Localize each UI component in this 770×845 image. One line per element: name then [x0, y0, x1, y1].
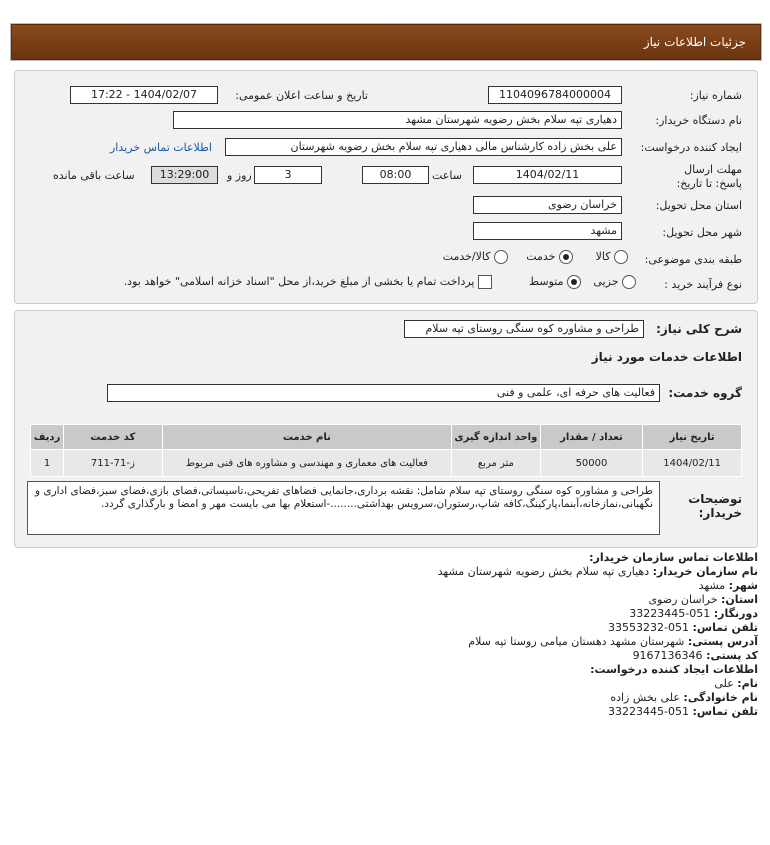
category-goods-service-radio[interactable]: کالا/خدمت [443, 250, 508, 264]
creator-label: ایجاد کننده درخواست: [640, 141, 742, 154]
summary-field: طراحی و مشاوره کوه سنگی روستای تپه سلام [404, 320, 644, 338]
contact-org: نام سازمان خریدار: دهیاری تپه سلام بخش رضویه شهرستان مشهد [437, 565, 758, 578]
col-need-date: تاریخ نیاز [643, 425, 742, 450]
col-unit: واحد اندازه گیری [452, 425, 541, 450]
remaining-time-field: 13:29:00 [151, 166, 218, 184]
province-field: خراسان رضوی [473, 196, 622, 214]
remaining-label: ساعت باقی مانده [53, 169, 135, 182]
treasury-checkbox[interactable] [124, 275, 492, 289]
deadline-days-field: 3 [254, 166, 322, 184]
table-row [31, 450, 742, 477]
services-table [30, 424, 742, 477]
service-group-field: فعالیت های حرفه ای، علمی و فنی [107, 384, 660, 402]
treasury-note: پرداخت تمام یا بخشی از مبلغ خرید،از محل "اسناد خزانه اسلامی" خواهد بود. [123, 275, 475, 288]
city-label: شهر محل تحویل: [662, 226, 742, 239]
creator-phone: تلفن تماس: 051-33223445 [608, 705, 758, 718]
process-minor-radio[interactable]: جزیی [593, 275, 636, 289]
buyer-org-label: نام دستگاه خریدار: [655, 114, 742, 127]
contact-phone: تلفن تماس: 051-33553232 [608, 621, 758, 634]
page-title: جزئيات اطلاعات نياز [643, 35, 746, 49]
city-field: مشهد [473, 222, 622, 240]
cell-service-code: ز-71-711 [64, 450, 163, 477]
creator-field: علی بخش زاده کارشناس مالی دهیاری تپه سلام بخش رضویه شهرستان [225, 138, 622, 156]
contact-postal-code: کد پستی: 9167136346 [632, 649, 758, 662]
announce-field: 1404/02/07 - 17:22 [70, 86, 218, 104]
contact-title: اطلاعات تماس سازمان خریدار: [589, 551, 758, 564]
cell-quantity: 50000 [540, 450, 643, 477]
creator-contact-title: اطلاعات ایجاد کننده درخواست: [590, 663, 758, 676]
col-service-code: کد خدمت [64, 425, 163, 450]
buyer-org-field: دهیاری تپه سلام بخش رضویه شهرستان مشهد [173, 111, 622, 129]
page-header [11, 24, 761, 60]
col-quantity: تعداد / مقدار [540, 425, 643, 450]
table-header-row [31, 425, 742, 450]
need-info-panel [14, 70, 758, 304]
creator-first-name: نام: علی [714, 677, 758, 690]
services-title: اطلاعات خدمات مورد نیاز [591, 350, 742, 364]
deadline-label: مهلت ارسال پاسخ: تا تاریخ: [676, 163, 742, 190]
contact-province: استان: خراسان رضوی [648, 593, 758, 606]
category-label: طبقه بندی موضوعی: [644, 253, 742, 266]
deadline-time-label: ساعت [432, 169, 462, 182]
buyer-desc-label: توضیحات خریدار: [688, 492, 742, 520]
creator-last-name: نام خانوادگی: علی بخش زاده [610, 691, 758, 704]
cell-unit: متر مربع [452, 450, 541, 477]
cell-row: 1 [31, 450, 64, 477]
process-medium-radio[interactable]: متوسط [529, 275, 581, 289]
days-label: روز و [227, 169, 252, 182]
need-number-label: شماره نیاز: [689, 89, 742, 102]
cell-need-date: 1404/02/11 [643, 450, 742, 477]
province-label: استان محل تحویل: [655, 199, 742, 212]
need-number-field: 1104096784000004 [488, 86, 622, 104]
col-row: ردیف [31, 425, 64, 450]
summary-label: شرح کلی نیاز: [656, 322, 742, 336]
buyer-desc-field: طراحی و مشاوره کوه سنگی روستای تپه سلام شامل: نقشه برداری،جانمایی فضاهای تفریحی،تاسیساتی،فضای بازی،فضای سبز،فضای اداری و نگهبانی،نمازخانه،آبنما،پارکینگ،کافه شاپ،رستوران،سرویس بهداشتی........-استعلام بها می بایست مهر و امضا و بارگذاری گردد. [27, 481, 660, 535]
announce-label: تاریخ و ساعت اعلان عمومی: [235, 89, 368, 102]
service-group-label: گروه خدمت: [668, 386, 742, 400]
buyer-contact-link[interactable]: اطلاعات تماس خریدار [110, 141, 212, 154]
category-goods-radio[interactable]: کالا [596, 250, 628, 264]
contact-city: شهر: مشهد [698, 579, 758, 592]
deadline-date-field: 1404/02/11 [473, 166, 622, 184]
deadline-time-field: 08:00 [362, 166, 429, 184]
contact-fax: دورنگار: 051-33223445 [629, 607, 758, 620]
contact-address: آدرس پستی: شهرستان مشهد دهستان میامی روستا تپه سلام [468, 635, 758, 648]
cell-service-name: فعالیت های معماری و مهندسی و مشاوره های فنی مربوط [162, 450, 451, 477]
col-service-name: نام خدمت [162, 425, 451, 450]
category-service-radio[interactable]: خدمت [526, 250, 573, 264]
process-label: نوع فرآیند خرید : [664, 278, 742, 291]
